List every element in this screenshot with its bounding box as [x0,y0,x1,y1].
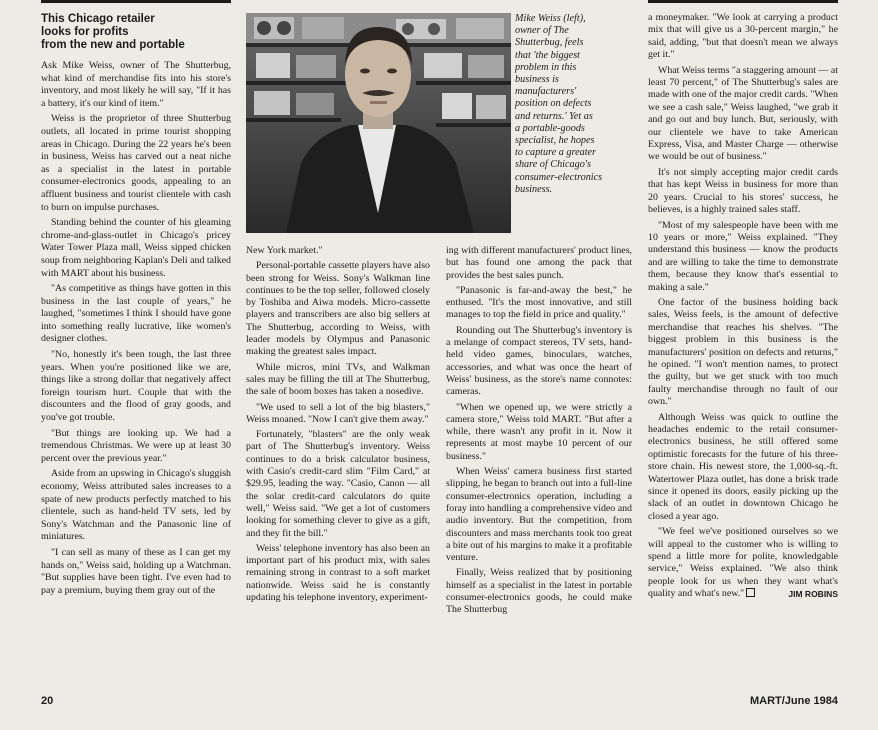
photo-caption [515,13,633,196]
article-headline [41,13,231,52]
paragraph: It's not simply accepting major credit cards that has kept Weiss in business for more than 20 years. Crucial to his stores' success, he believes, is a highly trained sales staff. [648,166,838,216]
headline-line-3: from the new and portable [41,39,185,51]
photo-illustration [246,13,511,233]
paragraph: "I can sell as many of these as I can get my hands on," Weiss said, holding up a Watchman. "But supplies have been tight. I've even had to pay a premium, buying them gray out of the [41,546,231,596]
headline-line-1: This Chicago retailer [41,13,155,25]
byline: JIM ROBINS [788,589,838,600]
caption-line: business. [515,183,553,195]
caption-line: and returns.' Yet as [515,110,593,122]
paragraph: Personal-portable cassette players have also been strong for Weiss. Sony's Walkman line continues to be the top seller, followed closely by Toshiba and Aiwa models. Micro-cassette players and transcribers are also big sellers at The Shutterbug, according to Weiss, with leader models by Olympus and Panasonic making the greatest sales impact. [246,260,430,358]
paragraph: Aside from an upswing in Chicago's sluggish economy, Weiss attributed sales increases to a spate of new products perfectly matched to his clientele, such as hand-held TV sets, led by Sony's Watchman and the Panasonic line of miniatures. [41,468,231,543]
caption-line: owner of The [515,25,569,37]
caption-line: business is [515,74,559,86]
paragraph: New York market." [246,245,323,256]
paragraph: "Panasonic is far-and-away the best," he enthused. "It's the most innovative, and still manages to top the field in price and quality." [446,284,632,321]
caption-line: share of Chicago's [515,159,591,171]
caption-line: position on defects [515,98,592,110]
caption-line: manufacturers' [515,86,577,98]
paragraph: Ask Mike Weiss, owner of The Shutterbug, what kind of merchandise fits into his store's inventory, and most likely he will say, "If it has a battery, it's our kind of item." [41,60,231,109]
column-2 [246,245,430,695]
paragraph: Weiss is the proprietor of three Shutterbug outlets, all located in prime tourist shopping areas in Chicago. During the 22 years he's been in business, Weiss has carved out a neat niche as a specialist in the latest in portable consumer-electronics goods, appealing to an affluent business and tourist clientele with cash to burn on impulse purchases. [41,113,231,213]
top-rule-left [41,0,231,3]
caption-line: Mike Weiss (left), [515,13,586,24]
paragraph: "Most of my salespeople have been with me 10 years or more," Weiss explained. "They understand this business — know the products and are willing to take the time to demonstrate them, because they know that's essential to making a sale." [648,219,838,293]
paragraph: When Weiss' camera business first started slipping, he began to branch out into a full-line consumer-electronics operation, including a foray into handling a comprehensive video and audio inventory. But the competition, from discounters and mass merchants took too great a bite out of his margins to make it a profitable venture. [446,466,632,564]
paragraph-final [648,526,838,600]
column-1 [41,60,231,700]
caption-line: to capture a greater [515,147,597,159]
headline-line-2: looks for profits [41,26,129,38]
caption-line: consumer-electronics [515,171,603,183]
paragraph: Weiss' telephone inventory has also been an important part of his product mix, with sales remaining strong in contrast to a soft market nationwide. Weiss said he is constantly updating his telephone inventory, experiment- [246,542,430,604]
paragraph: Rounding out The Shutterbug's inventory is a melange of compact stereos, TV sets, hand-held video games, binoculars, watches, accessories, and what was once the heart of Weiss' business, as the store's name connotes: cameras. [446,324,632,398]
issue-footer: MART/June 1984 [749,695,838,707]
paragraph: Finally, Weiss realized that by positioning himself as a specialist in the latest in portable consumer-electronics goods, he could make The Shutterbug [446,567,632,616]
caption-line: that 'the biggest [515,49,580,61]
paragraph: "When we opened up, we were strictly a camera store," Weiss told MART. "But after a while, there wasn't any profit in it. Now it represents at most maybe 10 percent of our business." [446,401,632,462]
paragraph: "As competitive as things have gotten in this business in the last couple of years," he laughed, "sometimes I think I should have gone into something really lucrative, like women's designer clothes. [41,283,231,345]
paragraph: Fortunately, "blasters" are the only weak part of The Shutterbug's inventory. Weiss continues to do a brisk calculator business, with Casio's credit-card slim "Film Card," at $29.95, leading the way. "Casio, Canon — all the solar credit-card calculators do quite well," Weiss said. "We get a lot of customers looking for something clever to give as a gift, and they fit the bill." [246,429,430,539]
paragraph: a moneymaker. "We look at carrying a product mix that will give us a 30-percent margin," he said, adding, "but that doesn't mean we always get it." [648,12,838,61]
paragraph: "But things are looking up. We had a tremendous Christmas. We were up at least 30 percent over the previous year." [41,427,231,464]
paragraph: "We used to sell a lot of the big blasters," Weiss moaned. "Now I can't give them away." [246,401,430,425]
caption-line: a portable-goods [515,122,585,134]
photo-mike-weiss [246,13,511,233]
column-4 [648,12,838,692]
paragraph: "No, honestly it's been tough, the last three years. When you're positioned like we are, things like a strong dollar that negatively affect foreign tourism hurt. Couple that with the discounters and the flood of gray goods, and you've got trouble. [41,349,231,424]
paragraph: One factor of the business holding back sales, Weiss feels, is the amount of defective merchandise that reaches his shelves. "The biggest problem in this business is the manufacturers' position on defects and returns," he opined. "I won't mention names, to protect the guilty, but we get stuck with too much faulty merchandise through no fault of our own." [648,296,838,408]
top-rule-right [648,0,838,3]
paragraph: While micros, mini TVs, and Walkman sales may be filling the till at The Shutterbug, the sale of boom boxes has taken a nosedive. [246,361,430,398]
column-3 [446,245,632,695]
caption-line: Shutterbug, feels [515,37,584,49]
final-paragraph-text: "We feel we've positioned ourselves so we will appeal to the customer who is willing to spend a little more for polite, knowledgable service," Weiss explained. "We also think people look for us when they want what's quality and what's new." [648,526,838,600]
paragraph: What Weiss terms "a staggering amount — at least 70 percent," of The Shutterbug's sales are made with one of the major credit cards. "When we see a cash sale," Weiss laughed, "we grab it and go out and buy lunch. But, seriously, with our clientele we have to take American Express, Visa, and Master Charge — otherwise we would be out of business." [648,64,838,163]
end-mark-icon [746,588,755,597]
paragraph: Standing behind the counter of his gleaming chrome-and-glass-outlet in Chicago's pricey Water Tower Plaza mall, Weiss sipped chicken soup from neighboring Kaplan's Deli and talked with MART about his business. [41,217,231,279]
paragraph: Although Weiss was quick to outline the headaches endemic to the retail consumer-electronics business, he still offered some optimistic forecasts for the future of his three-store chain. His newest store, the 1,000-sq.-ft. Watertower Plaza outlet, has done a brisk trade since it opened its doors, easily picking up the slack of an outlet in downtown Chicago he closed a year ago. [648,411,838,522]
paragraph: ing with different manufacturers' product lines, but has found one among the pack that provides the best sales punch. [446,245,632,281]
caption-line: problem in this [515,61,577,73]
caption-line: specialist, he hopes [515,135,595,147]
page-number: 20 [41,695,54,707]
